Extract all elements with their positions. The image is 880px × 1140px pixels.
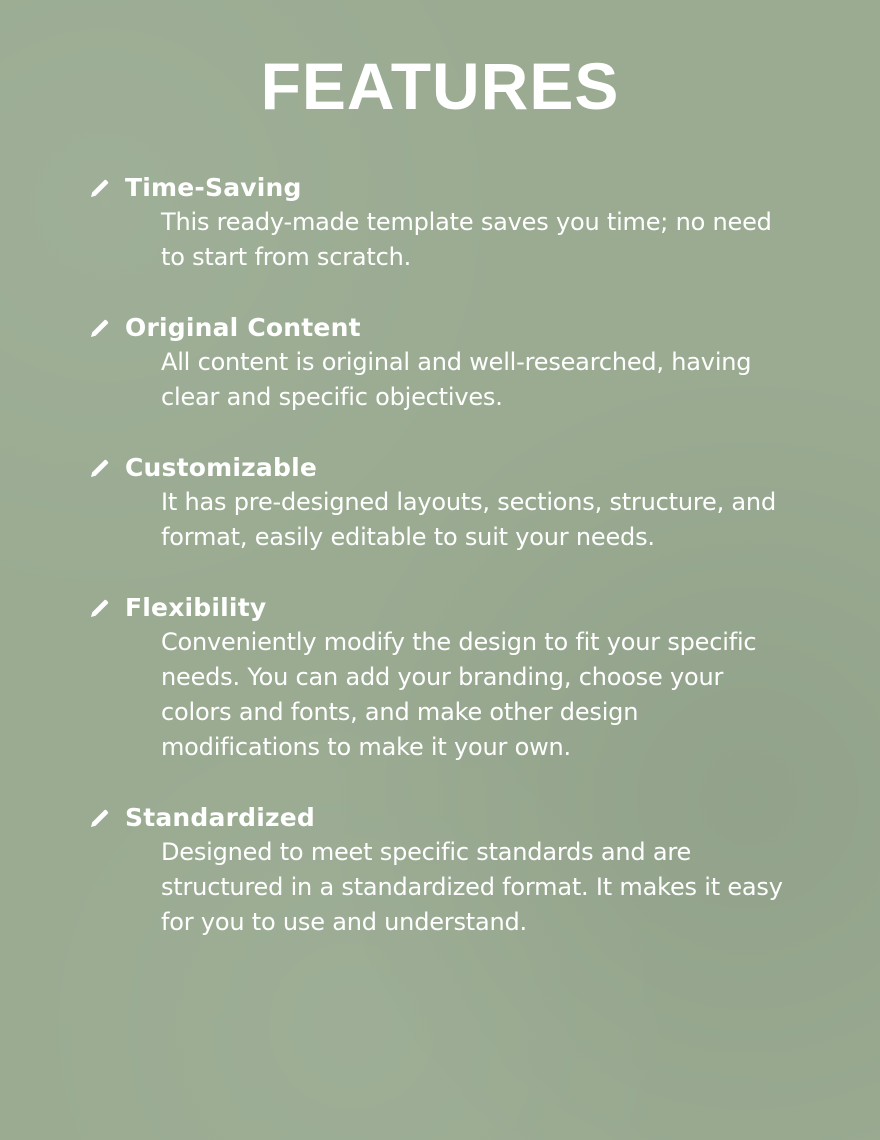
feature-title: Standardized: [125, 803, 315, 832]
pencil-icon: [88, 316, 112, 340]
feature-item: [88, 590, 788, 765]
feature-heading: [88, 590, 788, 625]
feature-description: It has pre-designed layouts, sections, structure, and format, easily editable to suit your needs.: [161, 488, 776, 551]
feature-description: Designed to meet specific standards and are structured in a standardized format. It makes it easy for you to use and understand.: [161, 838, 783, 936]
feature-description: Conveniently modify the design to fit your specific needs. You can add your branding, choose your colors and fonts, and make other design modifications to make it your own.: [161, 628, 757, 761]
feature-title: Time-Saving: [125, 173, 302, 202]
feature-title: Original Content: [125, 313, 361, 342]
pencil-icon: [88, 806, 112, 830]
feature-heading: [88, 800, 788, 835]
feature-item: [88, 170, 788, 275]
feature-title: Flexibility: [125, 593, 267, 622]
feature-heading: [88, 310, 788, 345]
feature-description: All content is original and well-researched, having clear and specific objectives.: [161, 348, 752, 411]
feature-heading: [88, 450, 788, 485]
page-title: FEATURES: [260, 49, 620, 123]
feature-heading: [88, 170, 788, 205]
pencil-icon: [88, 596, 112, 620]
feature-list: [88, 170, 788, 975]
feature-title: Customizable: [125, 453, 318, 482]
feature-description: This ready-made template saves you time; no need to start from scratch.: [161, 208, 772, 271]
feature-item: [88, 450, 788, 555]
feature-item: [88, 800, 788, 940]
pencil-icon: [88, 176, 112, 200]
feature-item: [88, 310, 788, 415]
pencil-icon: [88, 456, 112, 480]
